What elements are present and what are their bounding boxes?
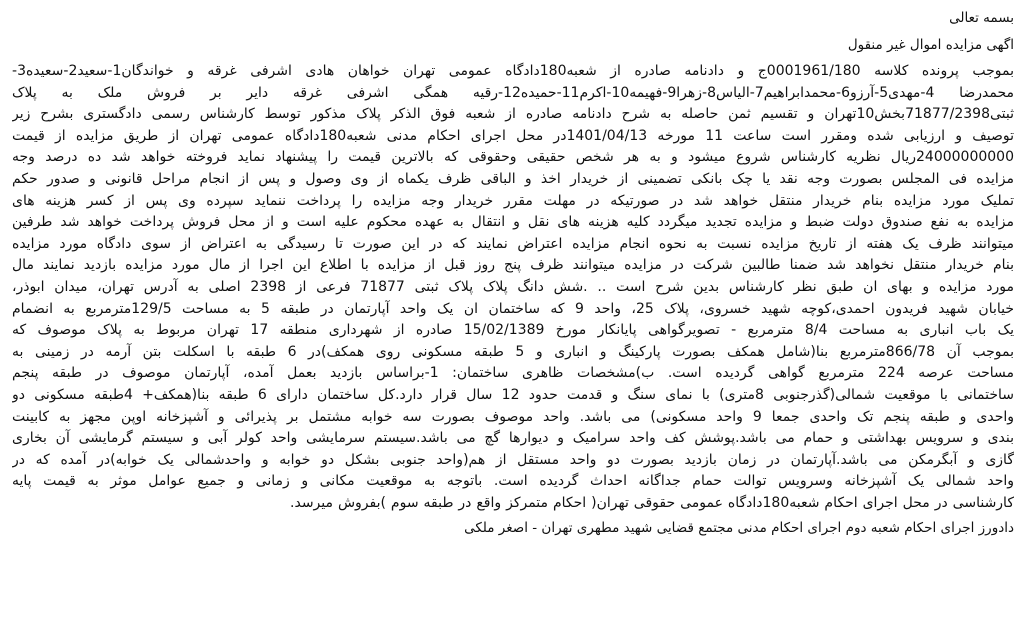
notice-title: اگهی مزایده اموال غیر منقول bbox=[847, 37, 1014, 53]
body-line: محمدرضا 4-مهدی5-آرزو6-محمدابراهیم7-الیاس8-زهرا9-فهیمه10-اکرم11-حمیده12-رقیه همگی اشرفی غرقه دایر بر فروش ملک به پلاک bbox=[12, 84, 1014, 101]
body-line: مساحت عرصه 224 مترمربع گواهی گردیده است. ب)مشخصات ظاهری ساختمان: 1-براساس بازدید بعمل آمده، آپارتمان موصوف در طبقه پنجم bbox=[12, 365, 1014, 382]
body-line: بموجب پرونده کلاسه 0001961/180ج و دادنامه صادره از شعبه180دادگاه عمومی تهران خواهان هادی اشرفی غرقه و خواندگان1-سعید2-سعیده3- bbox=[12, 63, 1014, 79]
body-line: مورد مزایده و بهای ان طبق نظر کارشناس بدین شرح است .. .شش دانگ پلاک پلاک ثبتی 71877 فرعی از 2398 اصلی به آدرس تهران، میدان ابوذر، bbox=[12, 278, 1014, 295]
body-line: واحد شمالی یک آشپزخانه وسرویس توالت حمام جداگانه احداث گردیده است. باتوجه به موقعیت مکانی و زمانی و جمیع عوامل موثر به قیمت پایه bbox=[12, 473, 1014, 490]
body-line: مزایده به نفع صندوق دولت ضبط و مزایده تجدید میگردد کلیه هزینه های نقل و انتقال به عهده محکوم علیه است و از محل فروش پرداخت خواهد شد طرفین bbox=[12, 214, 1014, 231]
body-line: ساختمانی با موقعیت شمالی(گذرجنوبی 8متری) با نمای سنگ و قدمت حدود 12 سال قرار دارد.کل ساختمان دارای 6 طبقه بنا(همکف+ 4طبقه مسکونی دو bbox=[12, 386, 1014, 403]
body-line: ثبتی71877/2398بخش10تهران و تقسیم ثمن حاصله به شرح دادنامه صادره از شعبه فوق الذکر پلاک مذکور توسط کارشناس رسمی دادگستری بشرح زیر bbox=[12, 106, 1014, 123]
notice-body bbox=[12, 61, 1014, 514]
body-line: میتوانند ظرف یک هفته از تاریخ مزایده نسبت به نحوه انجام مزایده اعتراض نمایند که در این صورت تا رسیدگی به اعتراض از سوی دادگاه مورد مزایده bbox=[12, 235, 1014, 252]
body-line: خیابان شهید فریدون احمدی،کوچه شهید خسروی، پلاک 25، واحد 9 که ساختمان ان یک واحد آپارتمان در طبقه 5 به مساحت 129/5مترمربع به انضمام bbox=[12, 300, 1014, 317]
body-line: توصیف و ارزیابی شده ومقرر است ساعت 11 مورخه 1401/04/13در محل اجرای احکام مدنی شعبه180دادگاه عمومی تهران از طریق مزایده از قیمت bbox=[12, 127, 1014, 144]
body-line: مزایده فی المجلس بصورت وجه نقد یا چک بانکی تضمینی از خریدار اخذ و الباقی ظرف یکماه از وی وصول و پس از انجام مراحل قانونی و صدور حکم bbox=[12, 170, 1014, 187]
body-line: یک باب انباری به مساحت 8/4 مترمربع - تصویرگواهی پایانکار مورخ 15/02/1389 صادره از شهرداری منطقه 17 تهران مربوط به پلاک موصوف که bbox=[12, 322, 1014, 339]
body-line: بندی و سرویس بهداشتی و حمام می باشد.پوشش کف واحد سرامیک و دیوارها گچ می باشد.سیستم سرمایشی واحد کولر آبی و سیستم گرمایشی آن بخاری bbox=[12, 430, 1014, 447]
bismillah-line: بسمه تعالی bbox=[949, 10, 1014, 26]
body-line: 24000000000ریال نظریه کارشناس شروع میشود و به هر شخص حقیقی وحقوقی که بالاترین قیمت را پیشنهاد نماید فروخته خواهد شد ده درصد وجه bbox=[12, 149, 1014, 166]
notice-signature: دادورز اجرای احکام شعبه دوم اجرای احکام مدنی مجتمع قضایی شهید مطهری تهران - اصغر ملکی bbox=[464, 520, 1014, 537]
body-line: گازی و آبگرمکن می باشد.آپارتمان در زمان بازدید بصورت دو واحد مستقل از هم(واحد جنوبی بشکل دو خوابه و واحدشمالی یک خوابه)در آمده که در bbox=[12, 451, 1014, 468]
body-line: تملیک مورد مزایده بنام خریدار منتقل خواهد شد در صورتیکه در مهلت مقرر خریدار وجه مزایده را پرداخت ننماید سپرده وی پس از کسر هزینه های bbox=[12, 192, 1014, 209]
body-line: بموجب آن 866/78مترمربع بنا(شامل همکف بصورت پارکینگ و انباری و 5 طبقه مسکونی روی همکف)در 6 طبقه با اسکلت بتن آرمه در زمینی به bbox=[12, 343, 1014, 360]
body-line: واحدی و طبقه پنجم تک واحدی جمعا 9 واحد مسکونی) می باشد. واحد موصوف بصورت سه خوابه مشتمل بر پذیرائی و آشپزخانه اوپن مجهز به کابینت bbox=[12, 408, 1014, 425]
body-line: بنام خریدار منتقل نخواهد شد ضمنا طالبین شرکت در مزایده میتوانند ظرف پنج روز قبل از مزایده با اطلاع این اجرا از مال مورد مزایده بازدید نمایند مال bbox=[12, 257, 1014, 274]
body-line: کارشناسی در محل اجرای احکام شعبه180دادگاه عمومی حقوقی تهران( احکام متمرکز واقع در طبقه سوم )بفروش میرسد. bbox=[290, 494, 1014, 511]
